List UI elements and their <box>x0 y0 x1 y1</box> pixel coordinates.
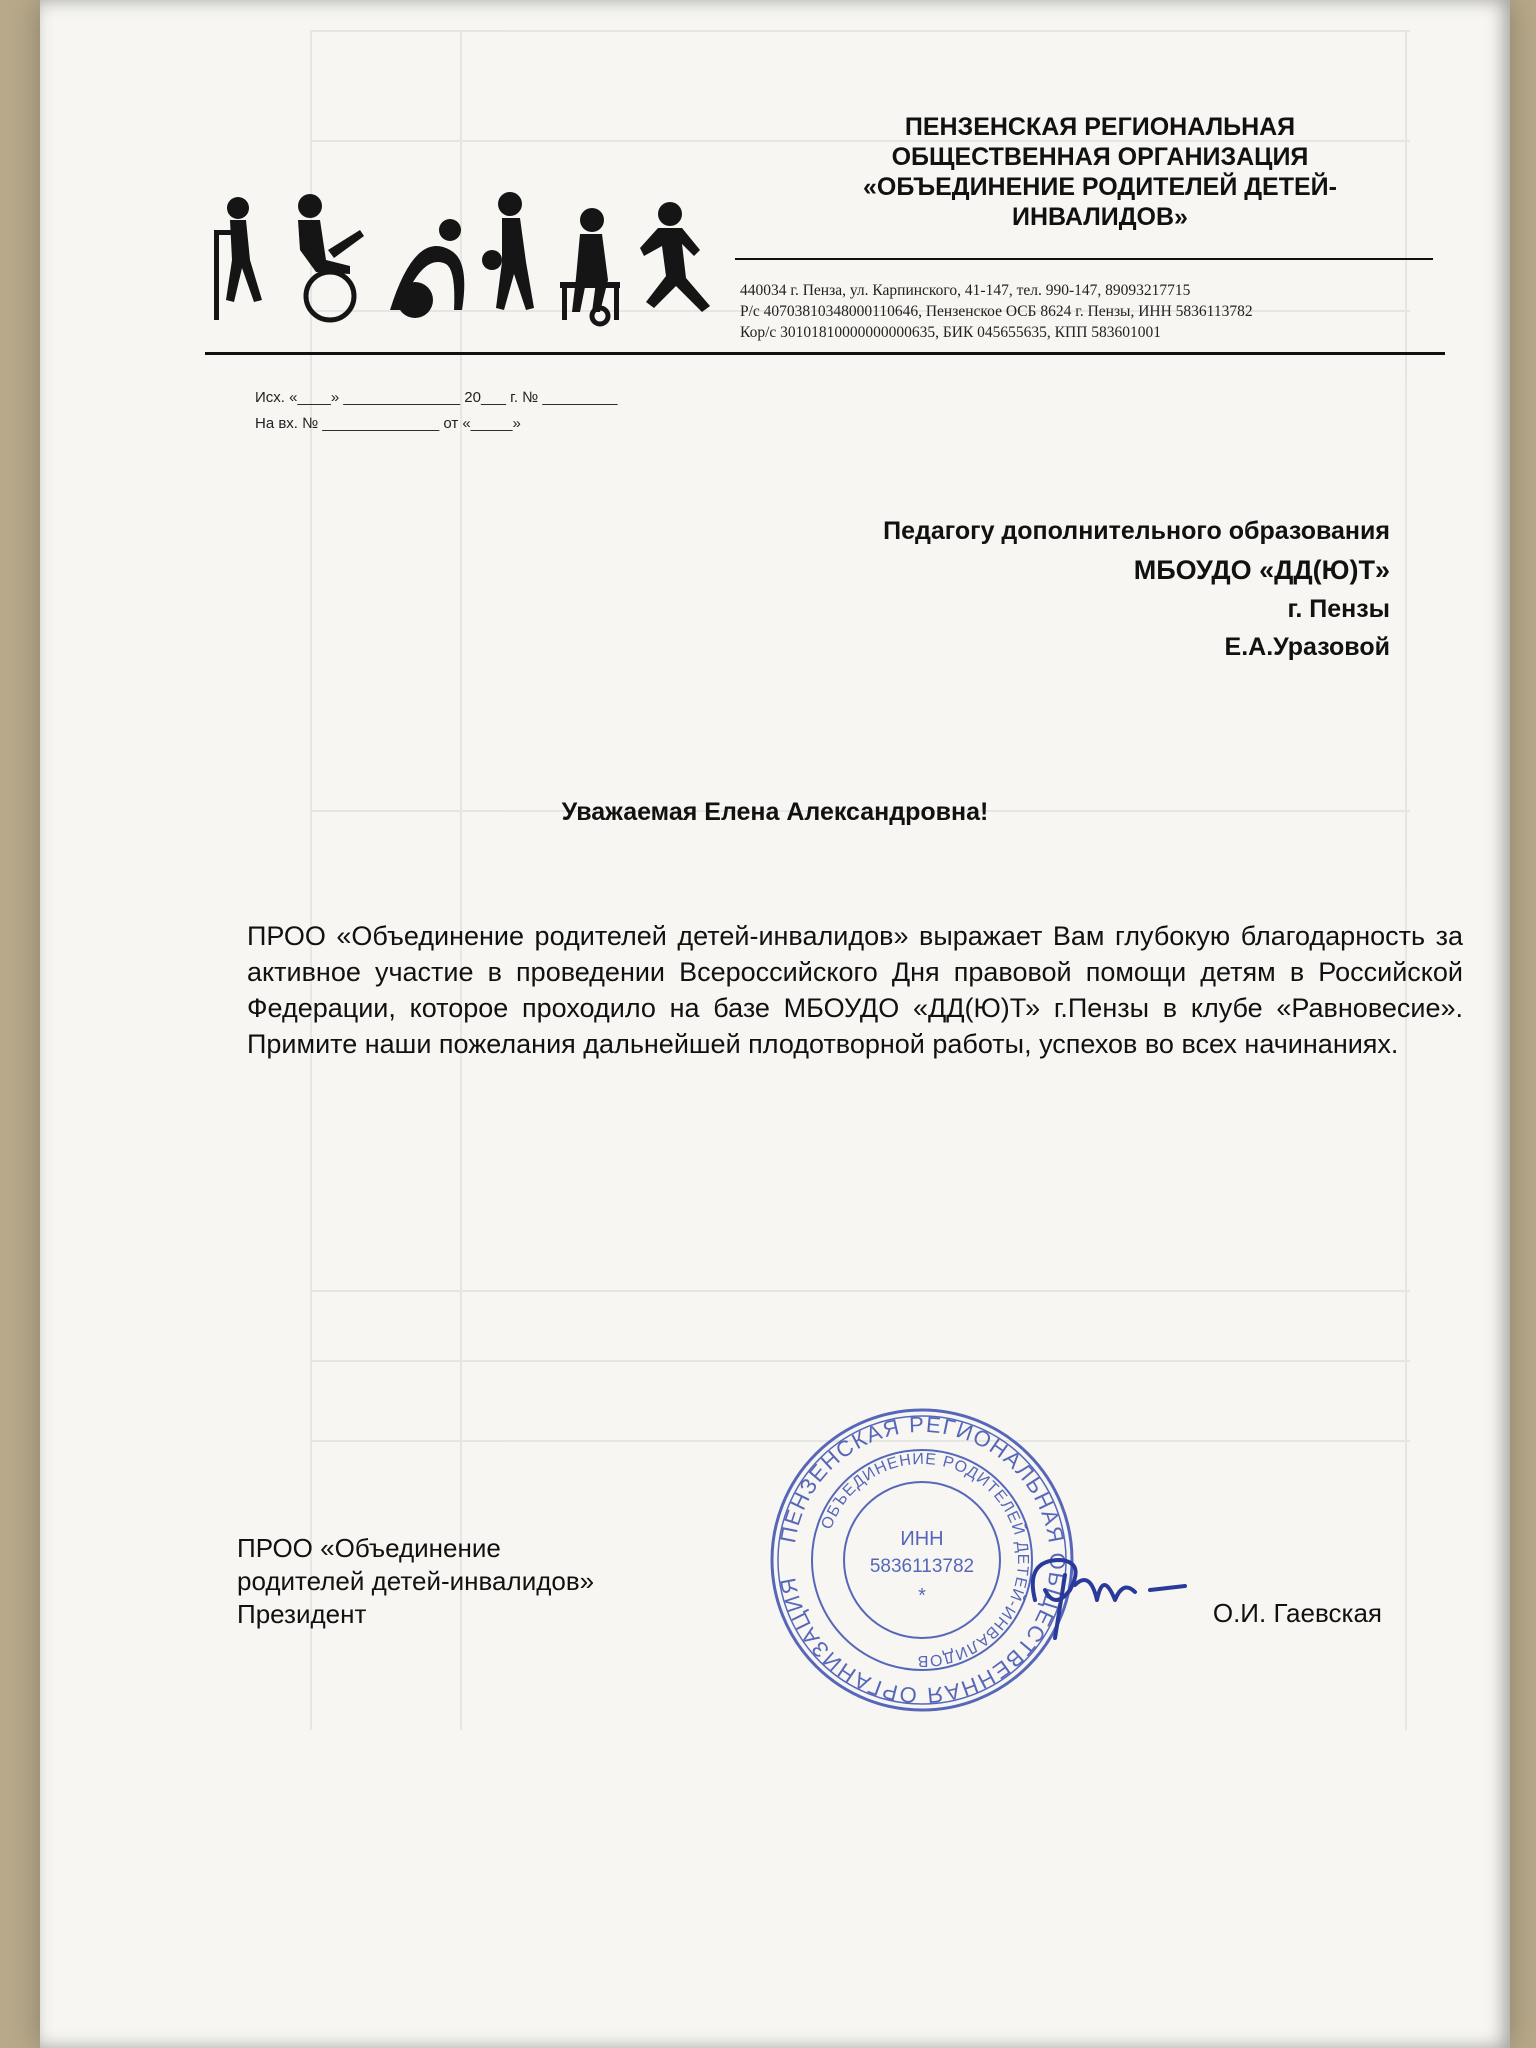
header-divider <box>735 258 1433 260</box>
stamp-outer-text: ПЕНЗЕНСКАЯ РЕГИОНАЛЬНАЯ ОБЩЕСТВЕННАЯ ОРГАНИЗАЦИЯ <box>774 1411 1071 1709</box>
stamp-inn-label: ИНН <box>900 1528 944 1550</box>
recipient-name: Е.А.Уразовой <box>1224 633 1390 661</box>
stamp-inn-value: 5836113782 <box>869 1556 975 1577</box>
handwritten-signature <box>1015 1530 1195 1640</box>
letter-body: ПРОО «Объединение родителей детей-инвалидов» выражает Вам глубокую благодарность за активное участие в проведении Всероссийского Дня правовой помощи детям в Российской Федерации, которое проходило на базе МБОУДО «ДД(Ю)Т» г.Пензы в клубе «Равновесие». Примите наши пожелания дальнейшей плодотворной работы, успехов во всех начинаниях. <box>247 921 1463 1059</box>
address-line: 440034 г. Пенза, ул. Карпинского, 41-147, тел. 990-147, 89093217715 <box>740 282 1191 299</box>
children-silhouettes-logo <box>200 190 720 330</box>
signatory-block <box>237 1532 594 1631</box>
outgoing-reference <box>255 385 618 437</box>
signatory-name: О.И. Гаевская <box>1212 1598 1382 1628</box>
bank-account-line: Р/с 40703810348000110646, Пензенское ОСБ 8624 г. Пензы, ИНН 5836113782 <box>740 303 1253 320</box>
org-title-line: ОБЩЕСТВЕННАЯ ОРГАНИЗАЦИЯ <box>891 143 1309 171</box>
correspondent-account-line: Кор/с 30101810000000000635, БИК 045655635, КПП 583601001 <box>740 324 1162 341</box>
recipient-block <box>883 512 1390 666</box>
recipient-position: Педагогу дополнительного образования <box>883 517 1390 545</box>
letterhead-divider <box>205 352 1445 355</box>
signatory-org-line: родителей детей-инвалидов» <box>237 1566 595 1596</box>
stamp-inner-text: ОБЪЕДИНЕНИЕ РОДИТЕЛЕЙ ДЕТЕЙ-ИНВАЛИДОВ <box>818 1450 1032 1670</box>
organization-address <box>740 280 1440 343</box>
signatory-org-line: ПРОО «Объединение <box>237 1533 501 1563</box>
recipient-institution: МБОУДО «ДД(Ю)Т» <box>1133 555 1390 585</box>
outgoing-number-line: Исх. «____» ______________ 20___ г. № _________ <box>255 389 618 406</box>
org-title-line: ИНВАЛИДОВ» <box>1012 203 1188 231</box>
org-title-line: «ОБЪЕДИНЕНИЕ РОДИТЕЛЕЙ ДЕТЕЙ- <box>863 173 1337 201</box>
recipient-city: г. Пензы <box>1287 595 1390 623</box>
letter-page <box>40 0 1510 2048</box>
organization-title <box>780 112 1420 232</box>
signatory-title: Президент <box>237 1599 367 1629</box>
salutation: Уважаемая Елена Александровна! <box>561 798 989 826</box>
stamp-star-icon: * <box>918 1585 926 1607</box>
incoming-number-line: На вх. № ______________ от «_____» <box>255 415 521 432</box>
org-title-line: ПЕНЗЕНСКАЯ РЕГИОНАЛЬНАЯ <box>904 113 1296 141</box>
